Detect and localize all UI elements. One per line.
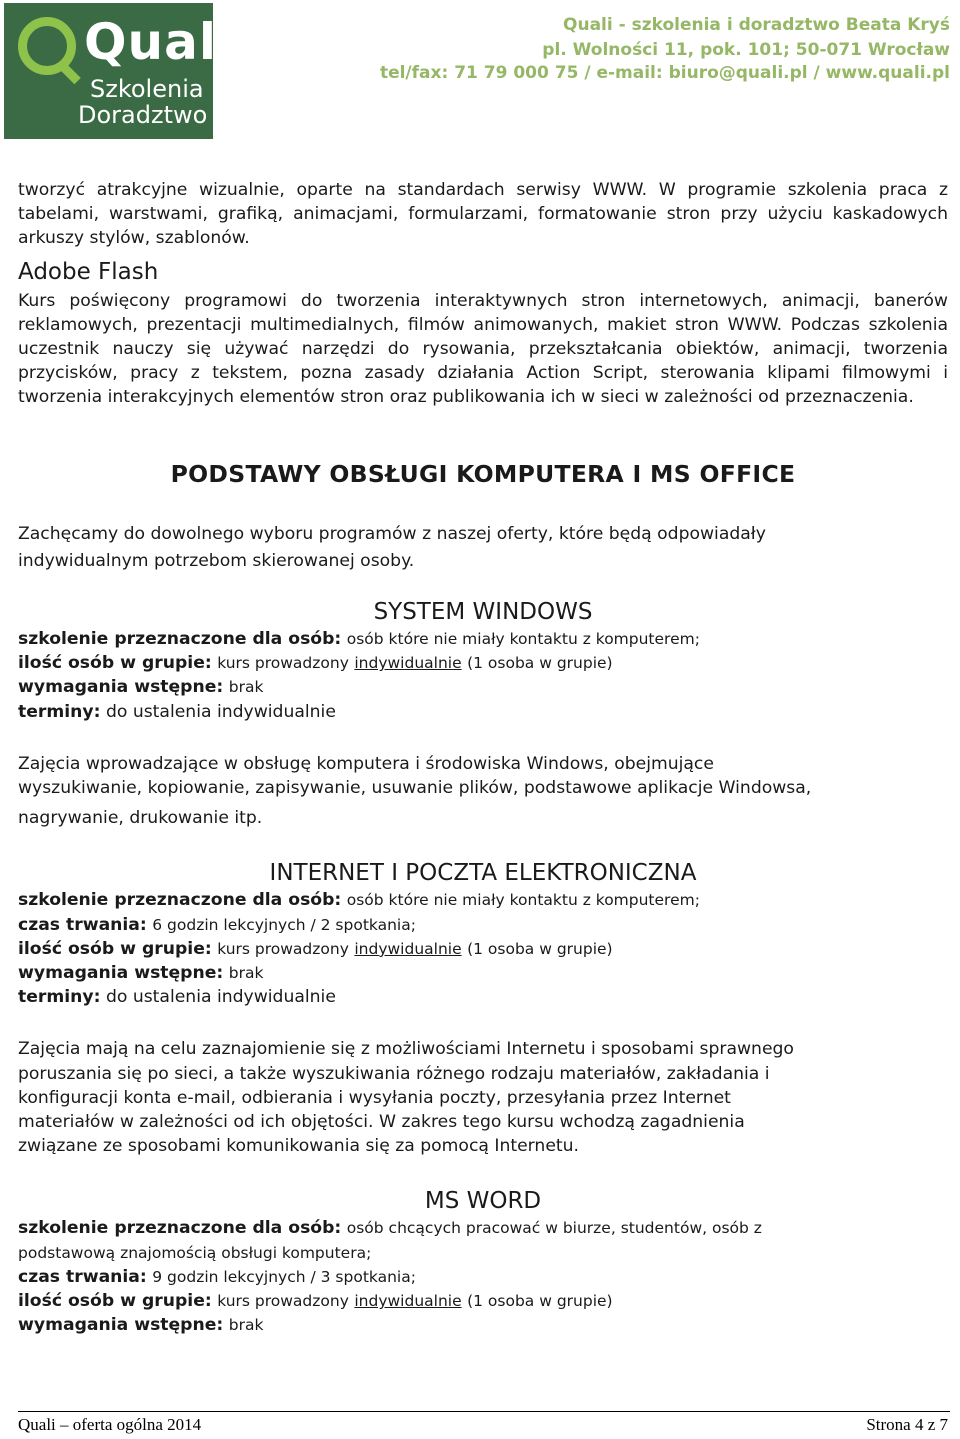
windows-desc-line-2: wyszukiwanie, kopiowanie, zapisywanie, usuwanie plików, podstawowe aplikacje Windowsa, bbox=[18, 778, 812, 799]
word-duration bbox=[18, 1265, 948, 1289]
windows-group-post: (1 osoba w grupie) bbox=[467, 654, 613, 673]
word-group-underlined: indywidualnie bbox=[354, 1292, 462, 1311]
internet-for-whom-value: osób które nie miały kontaktu z komputerem; bbox=[346, 891, 700, 910]
internet-duration-value: 6 godzin lekcyjnych / 2 spotkania; bbox=[152, 915, 416, 934]
word-group bbox=[18, 1289, 948, 1313]
internet-desc-line-1: Zajęcia mają na celu zaznajomienie się z możliwościami Internetu i sposobami sprawnego bbox=[18, 1039, 794, 1060]
internet-requirements bbox=[18, 961, 948, 985]
word-duration-value: 9 godzin lekcyjnych / 3 spotkania; bbox=[152, 1267, 416, 1286]
company-logo bbox=[4, 3, 236, 139]
internet-desc-line-2: poruszania się po sieci, a także wyszukiwania różnego rodzaju materiałów, zakładania i bbox=[18, 1063, 770, 1084]
header-address: pl. Wolności 11, pok. 101; 50-071 Wrocław bbox=[542, 40, 950, 60]
logo-brand: Quali bbox=[84, 13, 236, 71]
internet-group-post: (1 osoba w grupie) bbox=[467, 939, 613, 958]
word-requirements-value: brak bbox=[228, 1316, 264, 1335]
label-group: ilość osób w grupie: bbox=[18, 938, 212, 959]
internet-group-pre: kurs prowadzony bbox=[217, 939, 349, 958]
word-requirements bbox=[18, 1313, 948, 1337]
logo-subtitle-1: Szkolenia bbox=[90, 75, 204, 103]
label-for-whom: szkolenie przeznaczone dla osób: bbox=[18, 1218, 342, 1239]
internet-for-whom bbox=[18, 888, 948, 912]
header-contact: tel/fax: 71 79 000 75 / e-mail: biuro@quali.pl / www.quali.pl bbox=[379, 63, 950, 83]
word-for-whom bbox=[18, 1216, 948, 1240]
label-requirements: wymagania wstępne: bbox=[18, 677, 224, 698]
word-group-post: (1 osoba w grupie) bbox=[467, 1292, 613, 1311]
windows-dates bbox=[18, 700, 948, 724]
footer-divider bbox=[18, 1411, 950, 1412]
word-heading: MS WORD bbox=[424, 1188, 542, 1215]
major-intro-line-1: Zachęcamy do dowolnego wyboru programów z naszej oferty, które będą odpowiadały bbox=[18, 523, 766, 544]
label-duration: czas trwania: bbox=[18, 1266, 147, 1287]
label-duration: czas trwania: bbox=[18, 914, 147, 935]
footer-left: Quali – oferta ogólna 2014 bbox=[18, 1415, 202, 1434]
internet-group bbox=[18, 937, 948, 961]
windows-for-whom-value: osób które nie miały kontaktu z komputerem; bbox=[346, 630, 700, 649]
label-for-whom: szkolenie przeznaczone dla osób: bbox=[18, 890, 342, 911]
windows-group-underlined: indywidualnie bbox=[354, 654, 462, 673]
word-for-whom-line-2: podstawową znajomością obsługi komputera; bbox=[18, 1243, 372, 1262]
internet-desc-line-4: materiałów w zależności od ich objętości. W zakres tego kursu wchodzą zagadnienia bbox=[18, 1112, 745, 1133]
header-company: Quali - szkolenia i doradztwo Beata Kryś bbox=[563, 15, 950, 35]
internet-dates bbox=[18, 985, 948, 1009]
internet-desc-line-5: związane ze sposobami komunikowania się za pomocą Internetu. bbox=[18, 1136, 579, 1157]
major-intro-line-2: indywidualnym potrzebom skierowanej osoby. bbox=[18, 550, 415, 571]
internet-group-underlined: indywidualnie bbox=[354, 939, 462, 958]
label-group: ilość osób w grupie: bbox=[18, 1291, 212, 1312]
windows-dates-value: do ustalenia indywidualnie bbox=[105, 701, 336, 722]
word-for-whom-value-1: osób chcących pracować w biurze, studentów, osób z bbox=[346, 1219, 762, 1238]
label-for-whom: szkolenie przeznaczone dla osób: bbox=[18, 629, 342, 650]
flash-heading: Adobe Flash bbox=[18, 258, 159, 285]
label-dates: terminy: bbox=[18, 701, 101, 722]
footer-page-number: Strona 4 z 7 bbox=[866, 1415, 948, 1434]
windows-desc-line-3: nagrywanie, drukowanie itp. bbox=[18, 808, 263, 829]
windows-requirements-value: brak bbox=[228, 678, 264, 697]
label-requirements: wymagania wstępne: bbox=[18, 1315, 224, 1336]
internet-requirements-value: brak bbox=[228, 964, 264, 983]
flash-paragraph: Kurs poświęcony programowi do tworzenia interaktywnych stron internetowych, animacji, banerów reklamowych, prezentacji multimedialnych, filmów animowanych, makiet stron WWW. Podczas szkolenia uczestnik nauczy się używać narzędzi do rysowania, przekształcania obiektów, animacji, tworzenia przycisków, pracy z tekstem, pozna zasady działania Action Script, sterowania klipami filmowymi i tworzenia interakcyjnych elementów stron oraz publikowania ich w sieci w zależności od przeznaczenia. bbox=[18, 290, 948, 408]
word-group-pre: kurs prowadzony bbox=[217, 1292, 349, 1311]
intro-paragraph: tworzyć atrakcyjne wizualnie, oparte na standardach serwisy WWW. W programie szkolenia praca z tabelami, warstwami, grafiką, animacjami, formularzami, formatowanie stron przy użyciu kaskadowych arkuszy stylów, szablonów. bbox=[18, 180, 948, 249]
windows-desc-line-1: Zajęcia wprowadzające w obsługę komputera i środowiska Windows, obejmujące bbox=[18, 753, 714, 774]
windows-for-whom bbox=[18, 627, 948, 651]
windows-group bbox=[18, 651, 948, 675]
windows-requirements bbox=[18, 675, 948, 699]
internet-duration bbox=[18, 913, 948, 937]
label-requirements: wymagania wstępne: bbox=[18, 963, 224, 984]
major-heading: PODSTAWY OBSŁUGI KOMPUTERA I MS OFFICE bbox=[170, 459, 796, 488]
internet-heading: INTERNET I POCZTA ELEKTRONICZNA bbox=[269, 860, 697, 887]
internet-desc-line-3: konfiguracji konta e-mail, odbierania i wysyłania poczty, przesyłania przez Internet bbox=[18, 1087, 731, 1108]
label-group: ilość osób w grupie: bbox=[18, 653, 212, 674]
logo-q-tail bbox=[59, 62, 81, 84]
page-content bbox=[18, 178, 948, 1338]
logo-subtitle-2: Doradztwo bbox=[78, 101, 208, 129]
label-dates: terminy: bbox=[18, 987, 101, 1008]
windows-group-pre: kurs prowadzony bbox=[217, 654, 349, 673]
internet-dates-value: do ustalenia indywidualnie bbox=[105, 987, 336, 1008]
windows-heading: SYSTEM WINDOWS bbox=[373, 599, 593, 626]
